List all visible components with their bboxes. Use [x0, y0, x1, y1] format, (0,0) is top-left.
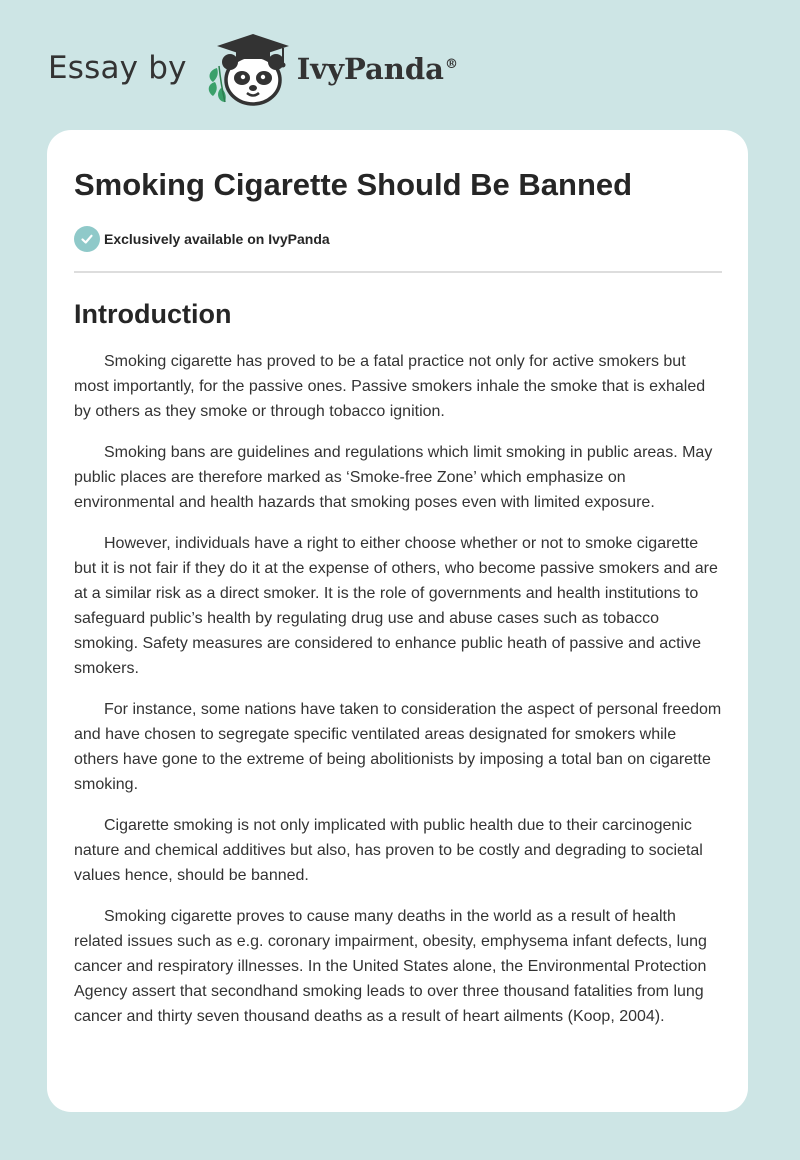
paragraph: Smoking cigarette has proved to be a fatal practice not only for active smokers but most importantly, for the passive ones. Passive smokers inhale the smoke that is exhaled by others as they smoke or through tobacco ignition.	[74, 353, 706, 420]
availability-text: Exclusively available on IvyPanda	[104, 231, 330, 247]
paragraph: However, individuals have a right to either choose whether or not to smoke cigarette but it is not fair if they do it at the expense of others, who become passive smokers and are at a similar risk as a direct smoker. It is the role of governments and health institutions to safeguard public’s health by regulating drug use and abuse cases such as tobacco smoking. Safety measures are considered to enhance public heath of passive and active smokers.	[74, 535, 718, 677]
panda-graduate-logo-icon[interactable]	[203, 30, 293, 110]
brand-name[interactable]	[297, 52, 458, 86]
paragraph: Cigarette smoking is not only implicated with public health due to their carcinogenic nature and chemical additives but also, has proven to be costly and degrading to societal values hence, should be banned.	[74, 817, 703, 884]
essay-card	[47, 130, 748, 1112]
brand-name-text: IvyPanda	[296, 52, 444, 86]
check-circle-icon	[74, 226, 100, 252]
section-heading: Introduction	[74, 299, 232, 329]
divider	[74, 271, 722, 273]
page-title: Smoking Cigarette Should Be Banned	[74, 167, 633, 202]
paragraph: Smoking bans are guidelines and regulations which limit smoking in public areas. May public places are therefore marked as ‘Smoke-free Zone’ which emphasize on environmental and health hazards that smoking poses even with limited exposure.	[74, 444, 713, 511]
brand-prefix: Essay by	[48, 50, 187, 86]
site-header	[48, 30, 458, 110]
availability-badge	[74, 225, 722, 253]
registered-mark: ®	[444, 57, 458, 73]
paragraph: Smoking cigarette proves to cause many deaths in the world as a result of health related issues such as e.g. coronary impairment, obesity, emphysema infant defects, lung cancer and respiratory illnesses. In the United States alone, the Environmental Protection Agency assert that secondhand smoking leads to over three thousand fatalities from lung cancer and thirty seven thousand deaths as a result of heart ailments (Koop, 2004).	[74, 908, 707, 1025]
paragraph: For instance, some nations have taken to consideration the aspect of personal freedom and have chosen to segregate specific ventilated areas designated for smokers while others have gone to the extreme of being abolitionists by imposing a total ban on cigarette smoking.	[74, 701, 722, 793]
